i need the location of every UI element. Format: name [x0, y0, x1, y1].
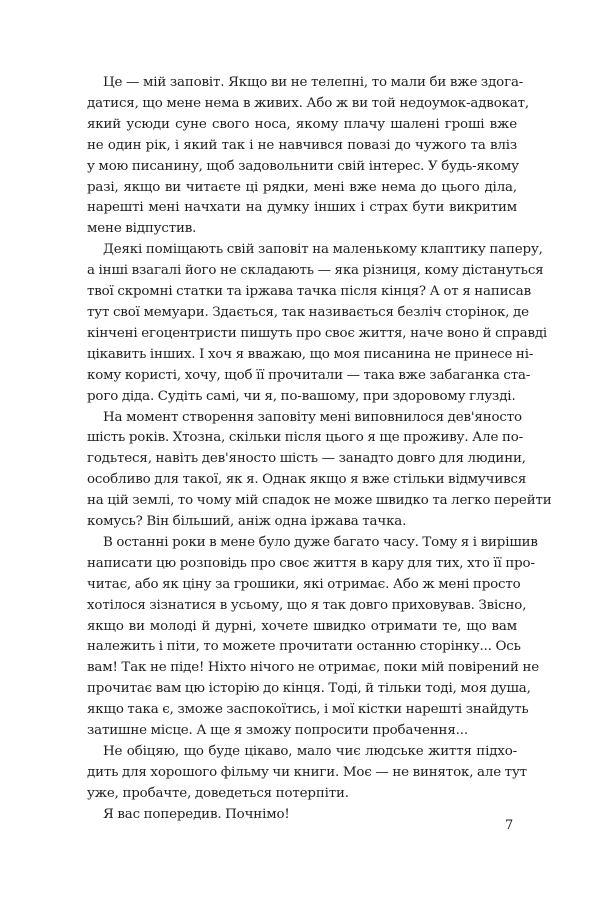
text-line: Це — мій заповіт. Якщо ви не телепні, то мали би вже здога- — [103, 75, 524, 90]
text-line: якщо така є, зможе заспокоїтись, і мої кістки нарешті знайдуть — [87, 702, 529, 718]
text-line: на цій землі, то чому мій спадок не може швидко та легко перейти — [87, 493, 552, 509]
text-line: тут свої мемуари. Здається, так називається безліч сторінок, де — [87, 304, 529, 320]
text-line: кінчені егоцентристи пишуть про своє життя, наче воно й справді — [87, 325, 548, 341]
text-line: разі, якщо ви читаєте ці рядки, мені вже нема до цього діла, — [87, 179, 517, 195]
text-line: рого діда. Судіть самі, чи я, по-вашому, при здоровому глузді. — [87, 388, 516, 404]
paragraph-6 — [87, 805, 517, 826]
text-line: у мою писанину, щоб задовольнити свій інтерес. У будь-якому — [87, 158, 519, 174]
paragraph-5 — [87, 742, 527, 805]
text-line: якщо ви молоді й дурні, хочете швидко отримати те, що вам — [87, 618, 517, 634]
paragraph-2 — [87, 240, 548, 407]
text-line: читає, або як ціну за грошики, які отримає. Або ж мені просто — [87, 576, 521, 592]
text-line: мене відпустив. — [87, 221, 197, 237]
text-line: кому користі, хочу, щоб її прочитали — така вже забаганка ста- — [87, 367, 531, 383]
text-line: цікавить інших. І хоч я вважаю, що моя писанина не принесе ні- — [87, 346, 534, 362]
text-line: належить і піти, то можете прочитати останню сторінку... Ось — [87, 639, 521, 655]
text-line: написати цю розповідь про своє життя в кару для тих, хто її про- — [87, 555, 535, 571]
text-line: шість років. Хтозна, скільки після цього я ще проживу. Але по- — [87, 430, 524, 446]
text-line: прочитає вам цю історію до кінця. Тоді, й тільки тоді, моя душа, — [87, 681, 531, 697]
text-line: датися, що мене нема в живих. Або ж ви той недоумок-адвокат, — [87, 95, 530, 111]
text-line: Не обіцяю, що буде цікаво, мало чиє людське життя підхо- — [103, 744, 517, 759]
text-line: затишне місце. А ще я зможу попросити пробачення... — [87, 723, 468, 739]
text-line: вам! Так не піде! Ніхто нічого не отримає, поки мій повірений не — [87, 660, 540, 676]
text-line: не один рік, і який так і не навчився повазі до чужого та вліз — [87, 137, 517, 153]
paragraph-1 — [87, 73, 530, 240]
body-text — [87, 73, 552, 826]
text-line: уже, пробачте, доведеться потерпіти. — [87, 785, 349, 801]
text-line: твої скромні статки та іржава тачка після кінця? А от я написав — [87, 284, 531, 300]
paragraph-4 — [87, 533, 540, 742]
text-line: який усюди суне свого носа, якому плачу шалені гроші вже — [87, 116, 517, 132]
text-line: На момент створення заповіту мені виповнилося дев'яносто — [103, 409, 522, 425]
text-line: годьтеся, навіть дев'яносто шість — занадто довго для людини, — [87, 451, 526, 467]
text-line: комусь? Він більший, аніж одна іржава тачка. — [87, 514, 407, 530]
text-line: Деякі поміщають свій заповіт на маленькому клаптику паперу, — [103, 242, 543, 258]
text-line: дить для хорошого фільму чи книги. Моє — не виняток, але тут — [87, 764, 527, 780]
text-line: В останні роки в мене було дуже багато часу. Тому я і вирішив — [103, 534, 538, 550]
page-number: 7 — [505, 818, 514, 833]
text-line: особливо для такої, як я. Однак якщо я вже стільки відмучився — [87, 472, 527, 488]
paragraph-3 — [87, 408, 552, 533]
text-line: нарешті мені начхати на думку інших і страх бути викритим — [87, 200, 517, 216]
text-line: хотілося зізнатися в усьому, що я так довго приховував. Звісно, — [87, 597, 527, 613]
text-line: Я вас попередив. Почнімо! — [103, 806, 290, 822]
text-line: а інші взагалі його не складають — яка різниця, кому дістануться — [87, 263, 544, 279]
